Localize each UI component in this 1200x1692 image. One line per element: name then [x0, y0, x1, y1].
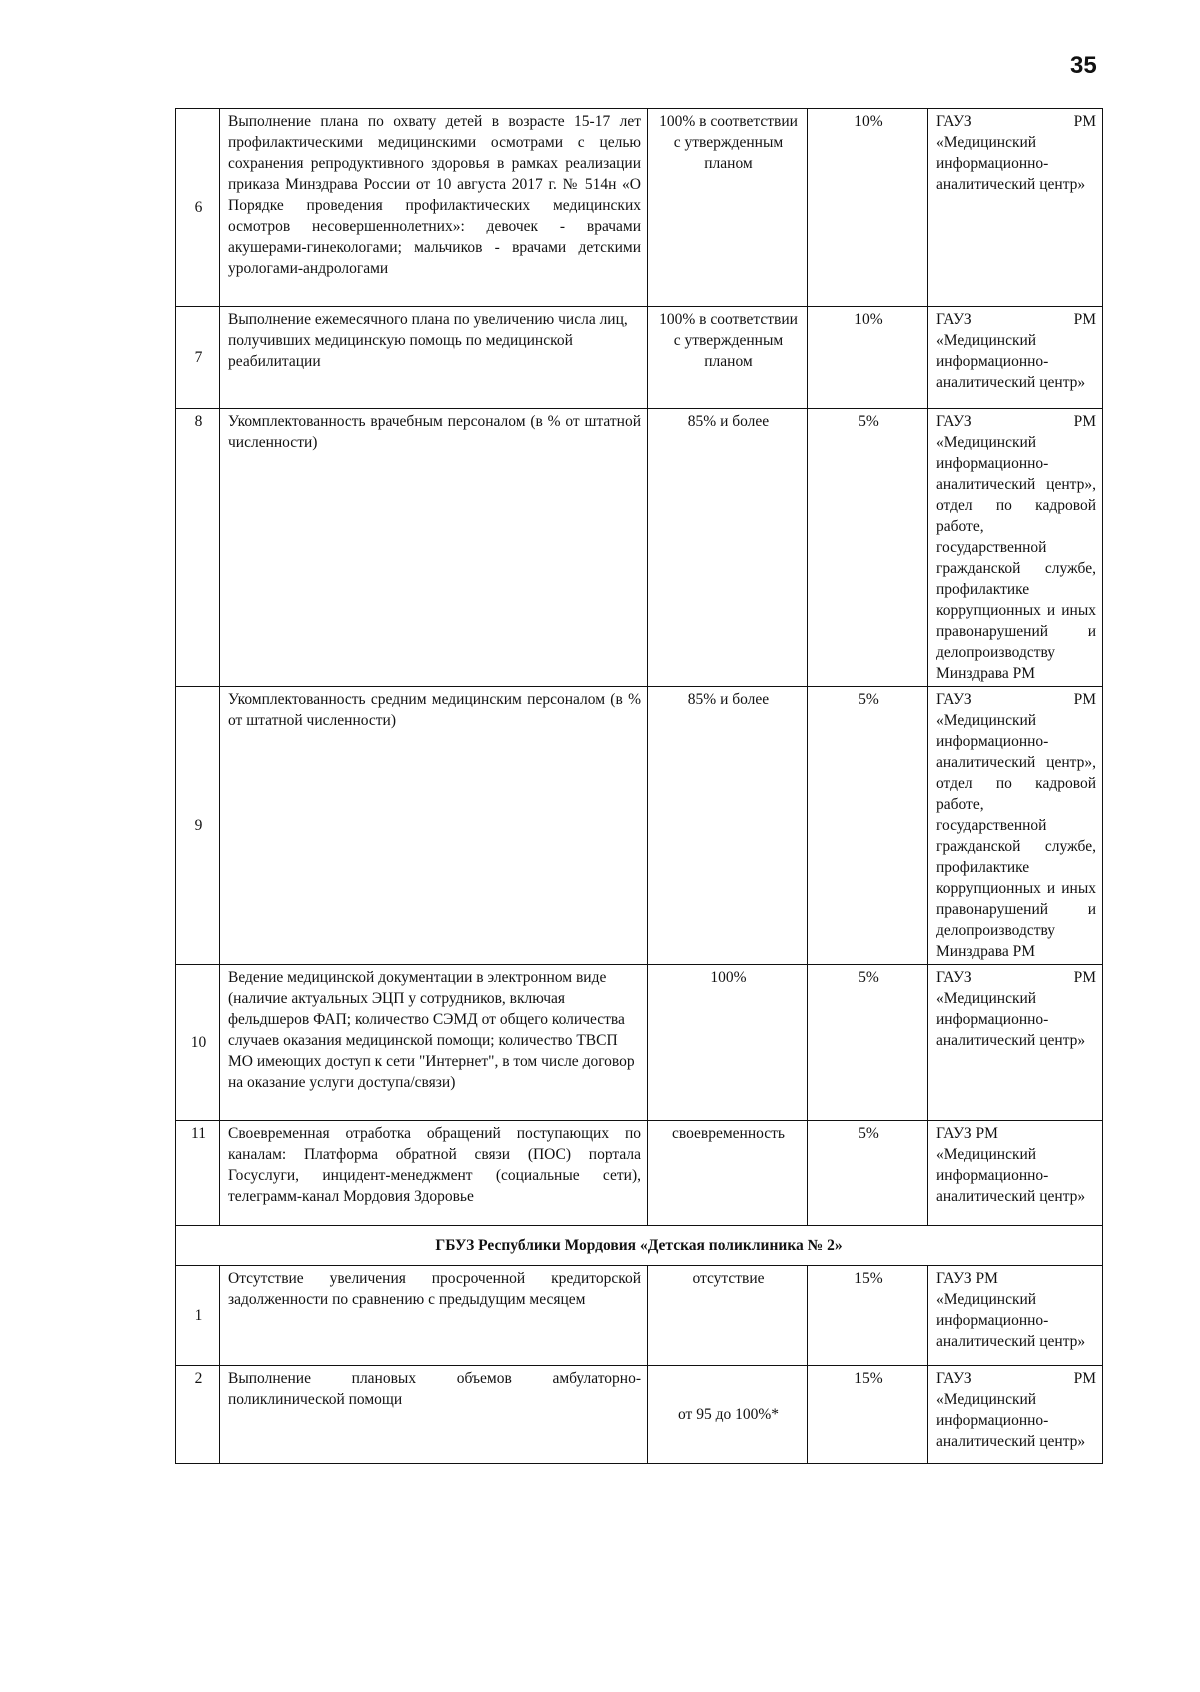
responsible-region: РМ: [1073, 311, 1096, 328]
responsible-details: «Медицинский информационно-аналитический центр», отдел по кадровой работе, государственной гражданской службе, профилактике коррупционных и иных правонарушений и делопроизводству Минздрава РМ: [936, 712, 1096, 960]
target-value: 100%: [648, 965, 808, 1121]
row-number: 2: [176, 1366, 220, 1464]
table-row: [176, 409, 1103, 687]
row-number: 7: [176, 307, 220, 409]
target-value: 85% и более: [648, 687, 808, 965]
responsible-org: ГАУЗ: [936, 969, 972, 986]
table-row: [176, 1266, 1103, 1366]
indicators-table: [175, 108, 1103, 1464]
responsible-details: «Медицинский информационно-аналитический центр»: [936, 134, 1086, 193]
responsible-text: [928, 409, 1103, 687]
section-header-row: [176, 1226, 1103, 1266]
responsible-region: РМ: [1073, 413, 1096, 430]
responsible-org: ГАУЗ: [936, 311, 972, 328]
target-value: 85% и более: [648, 409, 808, 687]
table-row: [176, 109, 1103, 307]
responsible-text: [928, 965, 1103, 1121]
responsible-details: «Медицинский информационно-аналитический центр»: [936, 1391, 1086, 1450]
responsible-details: «Медицинский информационно-аналитический центр», отдел по кадровой работе, государственной гражданской службе, профилактике коррупционных и иных правонарушений и делопроизводству Минздрава РМ: [936, 434, 1096, 682]
responsible-details: «Медицинский информационно-аналитический центр»: [936, 1146, 1086, 1205]
row-number: 9: [176, 687, 220, 965]
weight-value: 5%: [808, 1121, 928, 1226]
row-number: 10: [176, 965, 220, 1121]
responsible-org: ГАУЗ: [936, 691, 972, 708]
indicator-text: Выполнение ежемесячного плана по увеличению числа лиц, получивших медицинскую помощь по медицинской реабилитации: [220, 307, 648, 409]
responsible-region: РМ: [1073, 113, 1096, 130]
row-number: 1: [176, 1266, 220, 1366]
weight-value: 5%: [808, 687, 928, 965]
indicator-text: Ведение медицинской документации в электронном виде (наличие актуальных ЭЦП у сотрудников, включая фельдшеров ФАП; количество СЭМД от общего количества случаев оказания медицинской помощи; количество ТВСП МО имеющих доступ к сети "Интернет", в том числе договор на оказание услуги доступа/связи): [220, 965, 648, 1121]
table-row: [176, 687, 1103, 965]
responsible-org: ГАУЗ: [936, 1370, 972, 1387]
table-row: [176, 1366, 1103, 1464]
responsible-text: [928, 1366, 1103, 1464]
indicator-text: Выполнение плана по охвату детей в возрасте 15-17 лет профилактическими медицинскими осмотрами с целью сохранения репродуктивного здоровья в рамках реализации приказа Минздрава России от 10 августа 2017 г. № 514н «О Порядке проведения профилактических медицинских осмотров несовершеннолетних»: девочек - врачами акушерами-гинекологами; мальчиков - врачами детскими урологами-андрологами: [220, 109, 648, 307]
responsible-text: [928, 109, 1103, 307]
responsible-text: [928, 1266, 1103, 1366]
responsible-org: ГАУЗ: [936, 413, 972, 430]
responsible-region: РМ: [1073, 1370, 1096, 1387]
responsible-region: РМ: [1073, 691, 1096, 708]
responsible-org: ГАУЗ РМ: [936, 1270, 998, 1287]
target-value: своевременность: [648, 1121, 808, 1226]
indicator-text: Укомплектованность средним медицинским персоналом (в % от штатной численности): [220, 687, 648, 965]
target-value: от 95 до 100%*: [648, 1366, 808, 1464]
responsible-details: «Медицинский информационно-аналитический центр»: [936, 1291, 1086, 1350]
responsible-org: ГАУЗ РМ: [936, 1125, 998, 1142]
weight-value: 5%: [808, 965, 928, 1121]
target-value: 100% в соответствии с утвержденным планом: [648, 109, 808, 307]
row-number: 11: [176, 1121, 220, 1226]
weight-value: 15%: [808, 1366, 928, 1464]
table-row: [176, 1121, 1103, 1226]
row-number: 6: [176, 109, 220, 307]
table-row: [176, 965, 1103, 1121]
page-number: 35: [1070, 52, 1097, 79]
responsible-details: «Медицинский информационно-аналитический центр»: [936, 332, 1086, 391]
weight-value: 10%: [808, 109, 928, 307]
table-row: [176, 307, 1103, 409]
responsible-org: ГАУЗ: [936, 113, 972, 130]
row-number: 8: [176, 409, 220, 687]
target-value: отсутствие: [648, 1266, 808, 1366]
responsible-text: [928, 307, 1103, 409]
indicator-text: Своевременная отработка обращений поступающих по каналам: Платформа обратной связи (ПОС) портала Госуслуги, инцидент-менеджмент (социальные сети), телеграмм-канал Мордовия Здоровье: [220, 1121, 648, 1226]
responsible-details: «Медицинский информационно-аналитический центр»: [936, 990, 1086, 1049]
indicator-text: Выполнение плановых объемов амбулаторно-поликлинической помощи: [220, 1366, 648, 1464]
weight-value: 15%: [808, 1266, 928, 1366]
weight-value: 10%: [808, 307, 928, 409]
section-title: ГБУЗ Республики Мордовия «Детская поликлиника № 2»: [176, 1226, 1103, 1266]
responsible-region: РМ: [1073, 969, 1096, 986]
responsible-text: [928, 687, 1103, 965]
responsible-text: [928, 1121, 1103, 1226]
target-value: 100% в соответствии с утвержденным планом: [648, 307, 808, 409]
indicator-text: Укомплектованность врачебным персоналом (в % от штатной численности): [220, 409, 648, 687]
indicator-text: Отсутствие увеличения просроченной кредиторской задолженности по сравнению с предыдущим месяцем: [220, 1266, 648, 1366]
weight-value: 5%: [808, 409, 928, 687]
